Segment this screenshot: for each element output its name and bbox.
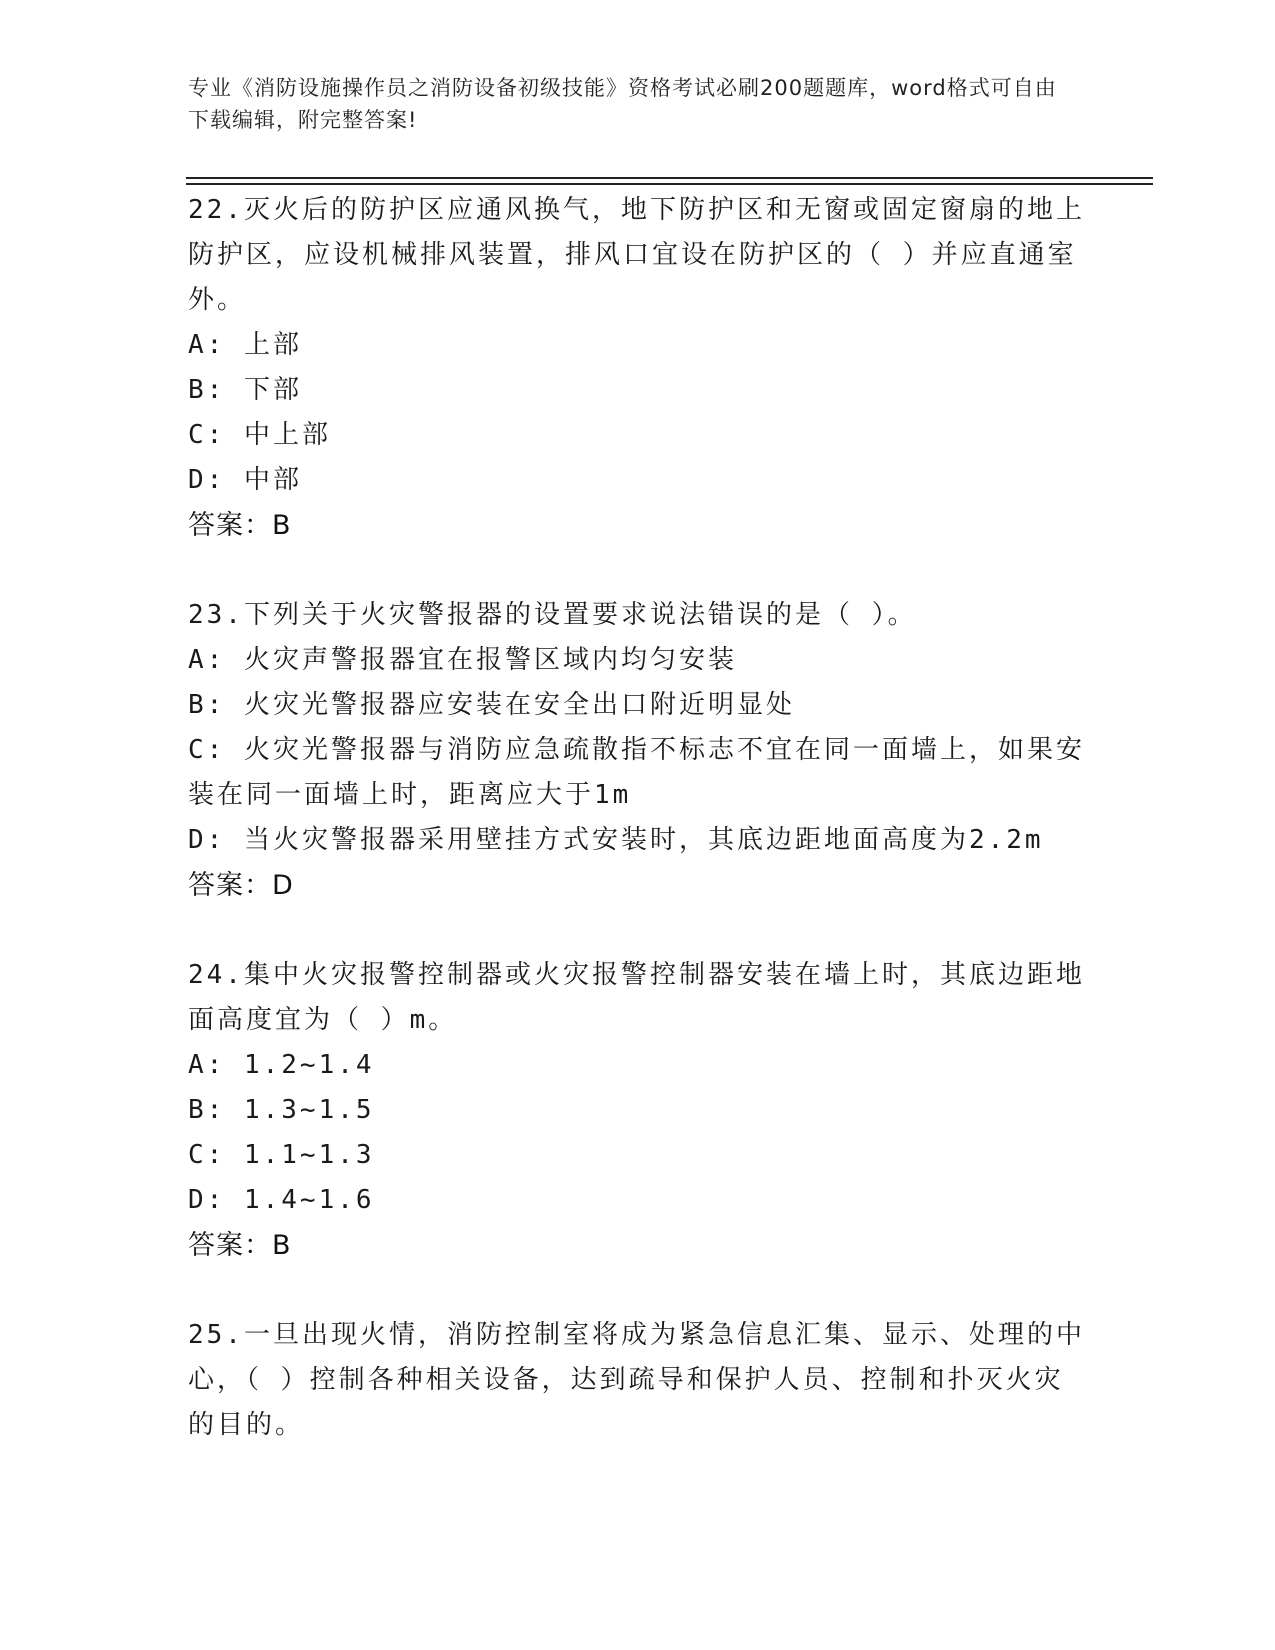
question-24 — [188, 953, 1088, 1268]
option-d: D: 当火灾警报器采用壁挂方式安装时，其底边距地面高度为2.2m — [188, 825, 1044, 855]
option-b: B: 下部 — [188, 375, 302, 405]
question-stem: 23.下列关于火灾警报器的设置要求说法错误的是（ ）。 — [188, 600, 917, 630]
answer-line: 答案：B — [188, 1230, 292, 1261]
option-d: D: 中部 — [188, 465, 302, 495]
question-25 — [188, 1313, 1088, 1448]
option-a: A: 1.2~1.4 — [188, 1050, 375, 1080]
document-header: 专业《消防设施操作员之消防设备初级技能》资格考试必刷200题题库，word格式可自由下载编辑，附完整答案! — [188, 76, 1057, 132]
answer-line: 答案：D — [188, 870, 294, 901]
header-rule-top — [186, 177, 1153, 179]
option-c: C: 1.1~1.3 — [188, 1140, 375, 1170]
question-22 — [188, 188, 1088, 548]
option-c: C: 火灾光警报器与消防应急疏散指不标志不宜在同一面墙上，如果安装在同一面墙上时，距离应大于1m — [188, 735, 1085, 810]
question-stem: 24.集中火灾报警控制器或火灾报警控制器安装在墙上时，其底边距地面高度宜为（ ）m。 — [188, 960, 1085, 1035]
question-23 — [188, 593, 1088, 908]
question-list — [188, 188, 1088, 1493]
option-a: A: 火灾声警报器宜在报警区域内均匀安装 — [188, 645, 737, 675]
answer-line: 答案：B — [188, 510, 292, 541]
question-stem: 25.一旦出现火情，消防控制室将成为紧急信息汇集、显示、处理的中心，（ ）控制各种相关设备，达到疏导和保护人员、控制和扑灭火灾的目的。 — [188, 1320, 1085, 1440]
option-a: A: 上部 — [188, 330, 302, 360]
option-c: C: 中上部 — [188, 420, 331, 450]
question-stem: 22.灭火后的防护区应通风换气，地下防护区和无窗或固定窗扇的地上防护区，应设机械排风装置，排风口宜设在防护区的（ ）并应直通室外。 — [188, 195, 1085, 315]
option-b: B: 1.3~1.5 — [188, 1095, 375, 1125]
header-rule-bottom — [186, 183, 1153, 185]
option-d: D: 1.4~1.6 — [188, 1185, 375, 1215]
option-b: B: 火灾光警报器应安装在安全出口附近明显处 — [188, 690, 795, 720]
